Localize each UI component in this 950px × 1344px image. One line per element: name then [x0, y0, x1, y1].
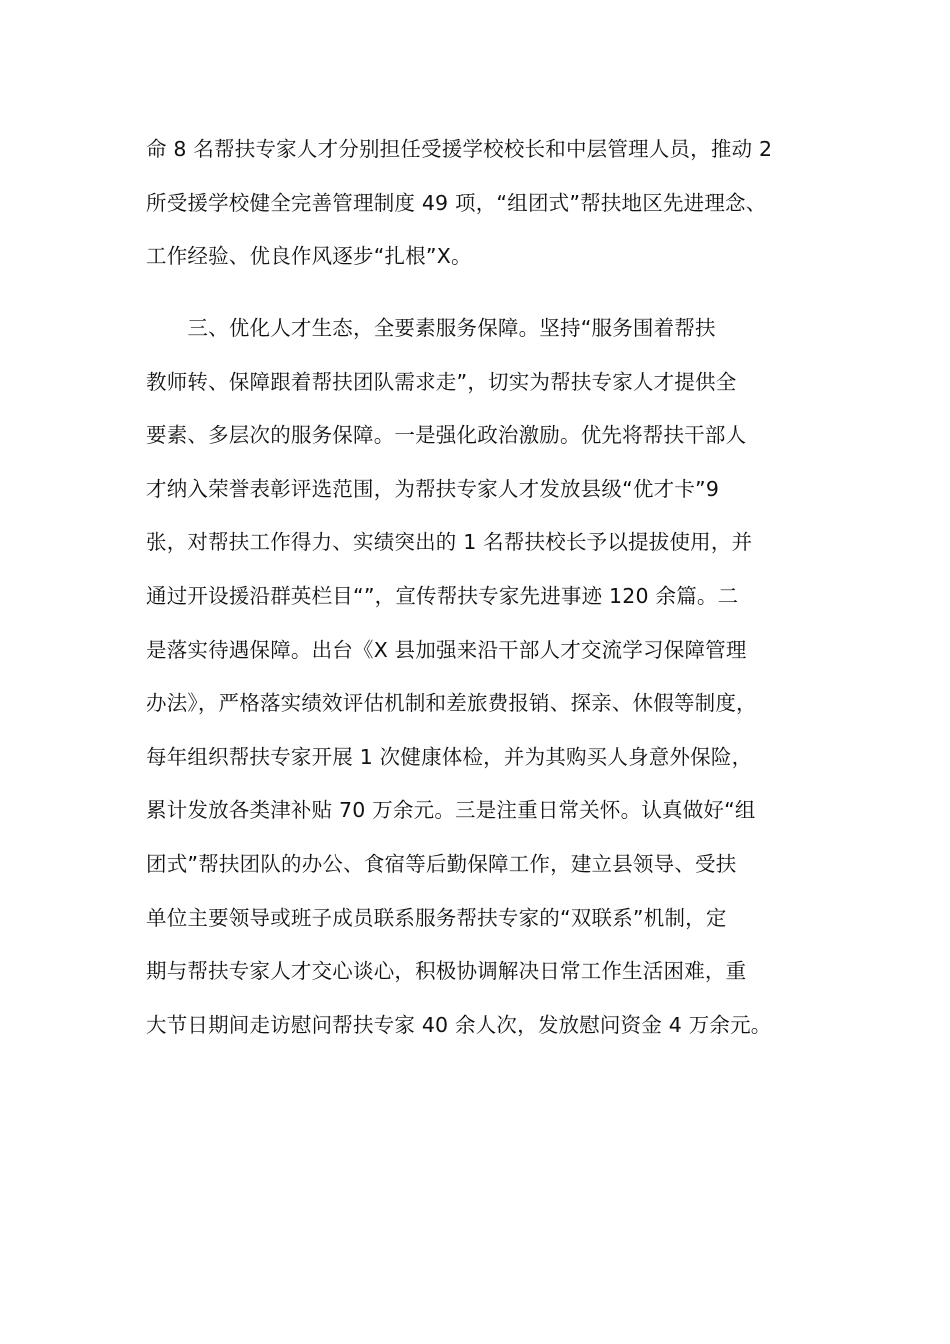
text-line: 要素、多层次的服务保障。一是强化政治激励。优先将帮扶干部人 [146, 423, 747, 448]
paragraph-section-three [146, 302, 826, 1052]
text-line: 是落实待遇保障。出台《X 县加强来沿干部人才交流学习保障管理 [146, 637, 747, 662]
text-line: 才纳入荣誉表彰评选范围，为帮扶专家人才发放县级“优才卡”9 [146, 476, 720, 501]
text-line: 团式”帮扶团队的办公、食宿等后勤保障工作，建立县领导、受扶 [146, 851, 737, 876]
text-line: 三、优化人才生态，全要素服务保障。坚持“服务围着帮扶 [146, 316, 716, 340]
text-line: 所受援学校健全完善管理制度 49 项，“组团式”帮扶地区先进理念、 [146, 190, 767, 215]
text-line: 大节日期间走访慰问帮扶专家 40 余人次，发放慰问资金 4 万余元。 [146, 1012, 772, 1037]
text-line: 单位主要领导或班子成员联系服务帮扶专家的“双联系”机制，定 [146, 905, 727, 930]
text-line: 办法》，严格落实绩效评估机制和差旅费报销、探亲、休假等制度， [146, 691, 757, 716]
paragraph-continuation [146, 123, 826, 284]
text-line: 张，对帮扶工作得力、实绩突出的 1 名帮扶校长予以提拔使用，并 [146, 530, 753, 555]
text-line: 工作经验、优良作风逐步“扎根”X。 [146, 244, 472, 269]
text-line: 期与帮扶专家人才交心谈心，积极协调解决日常工作生活困难，重 [146, 959, 747, 984]
text-line: 命 8 名帮扶专家人才分别担任受援学校校长和中层管理人员，推动 2 [146, 137, 773, 161]
text-line: 每年组织帮扶专家开展 1 次健康体检，并为其购买人身意外保险， [146, 744, 753, 769]
text-line: 教师转、保障跟着帮扶团队需求走”，切实为帮扶专家人才提供全 [146, 369, 737, 394]
text-line: 累计发放各类津补贴 70 万余元。三是注重日常关怀。认真做好“组 [146, 798, 756, 823]
text-line: 通过开设援沿群英栏目“”，宣传帮扶专家先进事迹 120 余篇。二 [146, 583, 739, 608]
